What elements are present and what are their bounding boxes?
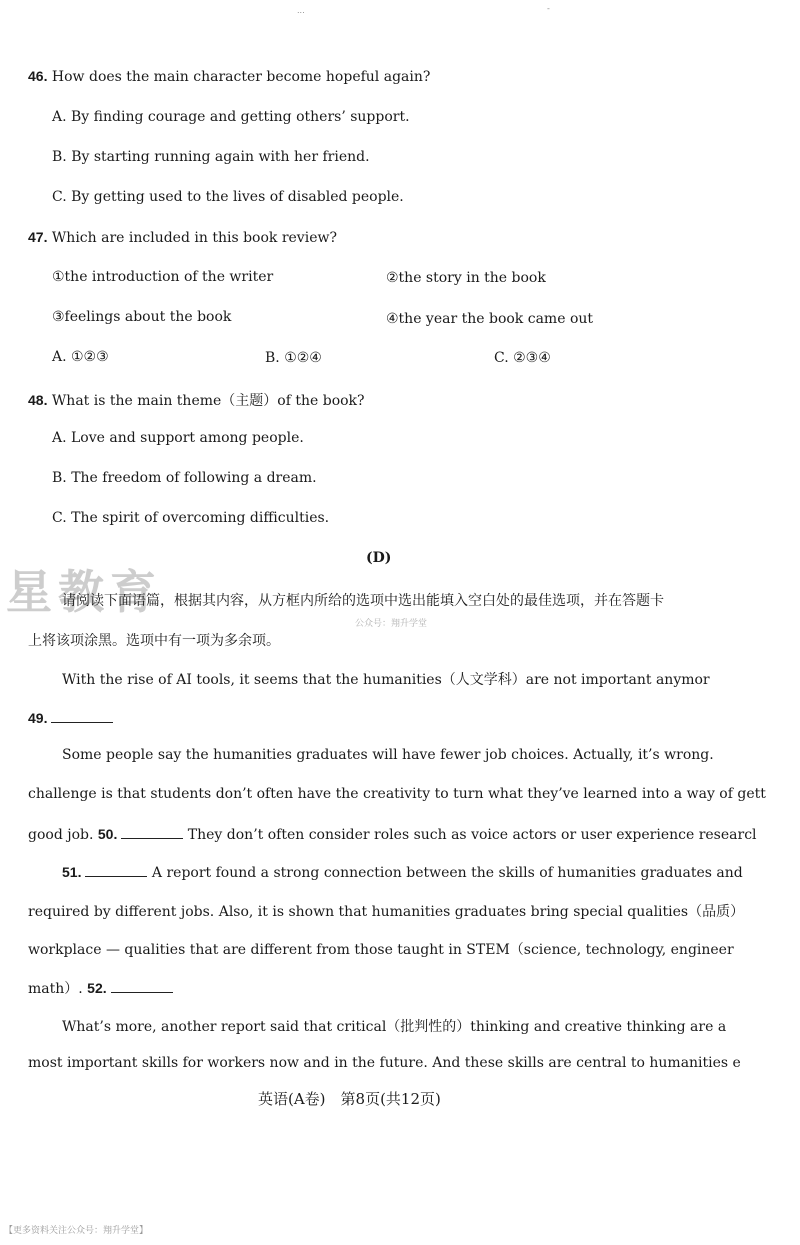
question-text: Which are included in this book review? [51, 230, 337, 246]
question-number: 47. [28, 229, 48, 245]
passage-line: most important skills for workers now and in the future. And these skills are central to humanities e [28, 1055, 741, 1071]
item-3: ③feelings about the book [52, 309, 232, 325]
question-number: 46. [28, 68, 48, 84]
item-2: ②the story in the book [386, 270, 546, 286]
blank-number: 51. [62, 864, 82, 880]
passage-line: required by different jobs. Also, it is shown that humanities graduates bring special qualities（品质） [28, 904, 745, 920]
watermark-text: 公众号：翔升学堂 [355, 619, 428, 629]
passage-line: What’s more, another report said that critical（批判性的）thinking and creative thinking are a [62, 1019, 727, 1035]
answer-blank [51, 708, 113, 723]
option-a: A. Love and support among people. [52, 430, 304, 446]
option-a: A. By finding courage and getting others’ support. [52, 109, 410, 125]
bottom-note: 【更多资料关注公众号：翔升学堂】 [4, 1226, 149, 1236]
question-47-stem [28, 229, 337, 246]
answer-blank [85, 862, 147, 877]
passage-text: math）. [28, 981, 83, 997]
watermark-logo: 星教育 [6, 565, 162, 619]
passage-line: Some people say the humanities graduates will have fewer job choices. Actually, it’s wrong. [62, 747, 714, 763]
section-label: (D) [366, 550, 392, 566]
question-46-stem [28, 68, 430, 85]
passage-line: workplace — qualities that are different from those taught in STEM（science, technology, engineer [28, 942, 734, 958]
passage-text: A report found a strong connection between the skills of humanities graduates and [151, 865, 743, 881]
section-instruction-line-2: 上将该项涂黑。选项中有一项为多余项。 [28, 633, 280, 649]
question-number: 48. [28, 392, 48, 408]
passage-line-with-blank-52 [28, 978, 173, 998]
option-b: B. ①②④ [265, 350, 322, 366]
question-text: How does the main character become hopeful again? [51, 69, 431, 85]
passage-text: good job. [28, 827, 94, 843]
option-c: C. ②③④ [494, 350, 551, 366]
option-a: A. ①②③ [52, 349, 109, 365]
answer-blank [121, 824, 183, 839]
page-footer: 英语(A卷) 第8页(共12页) [258, 1090, 441, 1108]
item-4: ④the year the book came out [386, 311, 594, 327]
answer-blank [111, 978, 173, 993]
question-48-stem [28, 390, 365, 410]
option-b: B. The freedom of following a dream. [52, 470, 317, 486]
passage-line: challenge is that students don’t often have the creativity to turn what they’ve learned into a way of gett [28, 786, 766, 802]
option-c: C. The spirit of overcoming difficulties. [52, 510, 330, 526]
option-b: B. By starting running again with her friend. [52, 149, 370, 165]
blank-49 [28, 708, 113, 727]
section-instruction-line-1: 请阅读下面语篇，根据其内容，从方框内所给的选项中选出能填入空白处的最佳选项，并在答题卡 [62, 593, 664, 609]
scan-mark-right: - [547, 4, 550, 13]
question-text: What is the main theme（主题）of the book? [51, 393, 365, 409]
scan-mark-left: ... [297, 6, 305, 15]
passage-text: They don’t often consider roles such as voice actors or user experience researcl [187, 827, 757, 843]
passage-line-with-blank-50 [28, 824, 796, 843]
passage-line: With the rise of AI tools, it seems that the humanities（人文学科）are not important anymor [62, 672, 710, 688]
option-c: C. By getting used to the lives of disabled people. [52, 189, 404, 205]
blank-number: 52. [87, 980, 107, 996]
blank-number: 50. [97, 826, 118, 842]
item-1: ①the introduction of the writer [52, 269, 274, 285]
passage-line-with-blank-51 [62, 862, 743, 881]
blank-number: 49. [28, 710, 48, 726]
